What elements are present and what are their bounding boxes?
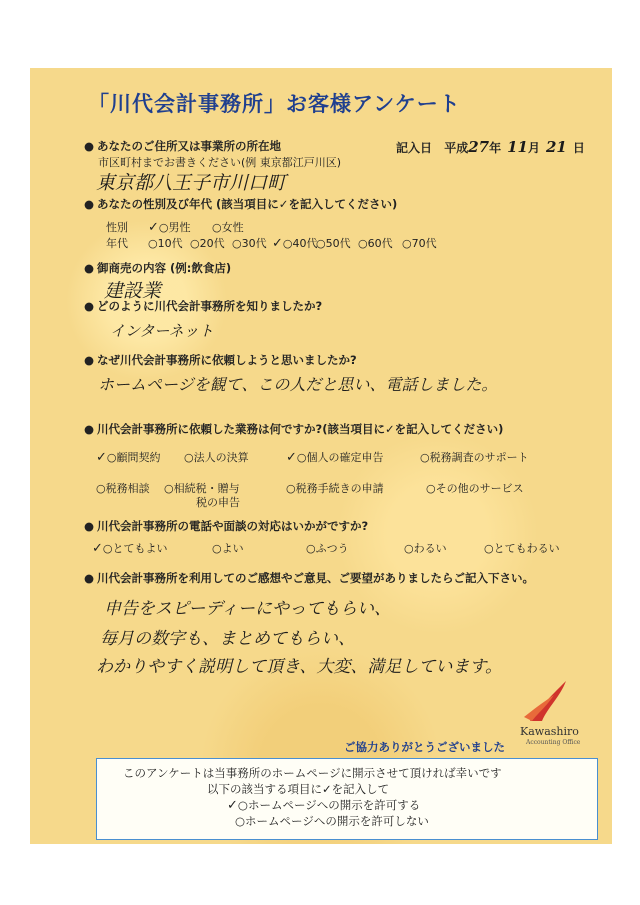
- age-40-label: 40代: [292, 237, 318, 250]
- consent-allow-label: ホームページへの開示を許可する: [247, 798, 421, 812]
- survey-title: 「川代会計事務所」お客様アンケート: [88, 92, 461, 116]
- checkmark-icon: ✓: [227, 798, 238, 813]
- rating-very-good-label: とてもよい: [112, 542, 168, 555]
- consent-line-1: このアンケートは当事務所のホームページに開示させて頂ければ幸いです: [123, 766, 502, 780]
- age-option-60[interactable]: ○60代: [358, 237, 393, 250]
- service-advisory-option[interactable]: ✓○顧問契約: [96, 450, 161, 465]
- age-option-40[interactable]: ✓○40代: [272, 236, 318, 251]
- age-option-50[interactable]: ○50代: [316, 237, 351, 250]
- rating-good-option[interactable]: ○よい: [212, 542, 244, 555]
- age-label: 年代: [106, 237, 128, 250]
- consent-deny-label: ホームページへの開示を許可しない: [245, 814, 429, 828]
- q8-question: ● 川代会計事務所を利用してのご感想やご意見、ご要望がありましたらご記入下さい。: [84, 570, 534, 586]
- date-era: 平成: [444, 141, 469, 155]
- q2-question: ● あなたの性別及び年代 (該当項目に✓を記入してください): [84, 196, 397, 212]
- service-consult-label: 税務相談: [105, 482, 150, 495]
- checkmark-icon: ✓: [148, 220, 159, 235]
- q3-question: ● 御商売の内容 (例:飲食店): [84, 260, 231, 276]
- flame-icon: [520, 677, 570, 725]
- kawashiro-logo: [520, 677, 570, 729]
- q4-question: ● どのように川代会計事務所を知りましたか?: [84, 298, 322, 314]
- date-year-unit: 年: [489, 141, 502, 155]
- q4-answer: インターネット: [110, 322, 214, 340]
- rating-neutral-option[interactable]: ○ふつう: [306, 542, 349, 555]
- date-label: 記入日: [396, 141, 433, 155]
- date-month: 11: [507, 138, 528, 156]
- gender-female-option[interactable]: ○女性: [212, 221, 244, 234]
- service-procedure-option[interactable]: ○税務手続きの申請: [286, 482, 384, 495]
- age-option-70[interactable]: ○70代: [402, 237, 437, 250]
- q5-question: ● なぜ川代会計事務所に依頼しようと思いましたか?: [84, 352, 357, 368]
- date-day: 21: [546, 138, 567, 156]
- rating-good-label: よい: [221, 542, 244, 555]
- checkmark-icon: ✓: [96, 450, 107, 465]
- age-20-label: 20代: [199, 237, 225, 250]
- service-inheritance-label: 相続税・贈与: [173, 482, 240, 495]
- q6-question: ● 川代会計事務所に依頼した業務は何ですか?(該当項目に✓を記入してください): [84, 421, 503, 437]
- service-advisory-label: 顧問契約: [116, 451, 161, 464]
- age-10-label: 10代: [157, 237, 183, 250]
- service-procedure-label: 税務手続きの申請: [295, 482, 384, 495]
- checkmark-icon: ✓: [286, 450, 297, 465]
- date-day-unit: 日: [572, 141, 585, 155]
- service-audit-label: 税務調査のサポート: [429, 451, 529, 464]
- thanks-message: ご協力ありがとうございました: [344, 740, 505, 754]
- rating-bad-label: わるい: [413, 542, 447, 555]
- q3-answer: 建設業: [104, 280, 162, 302]
- service-other-label: その他のサービス: [435, 482, 524, 495]
- q5-answer: ホームページを観て、この人だと思い、電話しました。: [98, 375, 498, 394]
- rating-very-bad-option[interactable]: ○とてもわるい: [484, 542, 560, 555]
- service-corporate-label: 法人の決算: [193, 451, 249, 464]
- age-30-label: 30代: [241, 237, 267, 250]
- service-consult-option[interactable]: ○税務相談: [96, 482, 150, 495]
- q8-answer-line-3: わかりやすく説明して頂き、大変、満足しています。: [96, 657, 502, 677]
- q8-answer-line-2: 毎月の数字も、まとめてもらい、: [100, 629, 355, 649]
- service-inheritance-option[interactable]: ○相続税・贈与: [164, 482, 240, 495]
- age-option-30[interactable]: ○30代: [232, 237, 267, 250]
- consent-line-2: 以下の該当する項目に✓を記入して: [207, 782, 390, 796]
- q8-answer-line-1: 申告をスピーディーにやってもらい、: [104, 599, 391, 619]
- gender-male-option[interactable]: ✓○男性: [148, 220, 191, 235]
- service-audit-option[interactable]: ○税務調査のサポート: [420, 451, 529, 464]
- service-other-option[interactable]: ○その他のサービス: [426, 482, 524, 495]
- age-60-label: 60代: [367, 237, 393, 250]
- checkmark-icon: ✓: [92, 541, 103, 556]
- rating-bad-option[interactable]: ○わるい: [404, 542, 447, 555]
- service-personal-option[interactable]: ✓○個人の確定申告: [286, 450, 384, 465]
- date-field: [396, 138, 585, 156]
- rating-very-bad-label: とてもわるい: [493, 542, 560, 555]
- q1-question: ● あなたのご住所又は事業所の所在地: [84, 138, 281, 154]
- consent-allow-option[interactable]: ✓○ホームページへの開示を許可する: [227, 798, 421, 813]
- gender-male-label: 男性: [168, 221, 191, 234]
- age-50-label: 50代: [325, 237, 351, 250]
- checkmark-icon: ✓: [272, 236, 283, 251]
- service-personal-label: 個人の確定申告: [306, 451, 384, 464]
- age-70-label: 70代: [411, 237, 437, 250]
- age-option-20[interactable]: ○20代: [190, 237, 225, 250]
- age-option-10[interactable]: ○10代: [148, 237, 183, 250]
- q1-answer: 東京都八王子市川口町: [96, 172, 287, 194]
- consent-deny-option[interactable]: ○ホームページへの開示を許可しない: [235, 814, 429, 828]
- q1-instruction: 市区町村までお書きください(例 東京都江戸川区): [98, 156, 342, 169]
- date-month-unit: 月: [527, 141, 540, 155]
- rating-neutral-label: ふつう: [315, 542, 349, 555]
- rating-very-good-option[interactable]: ✓○とてもよい: [92, 541, 168, 556]
- logo-sub: Accounting Office: [526, 739, 581, 746]
- date-year: 27: [468, 138, 490, 156]
- service-corporate-option[interactable]: ○法人の決算: [184, 451, 249, 464]
- q7-question: ● 川代会計事務所の電話や面談の対応はいかがですか?: [84, 518, 368, 534]
- logo-name: Kawashiro: [520, 725, 579, 738]
- service-inheritance-label-2: 税の申告: [196, 496, 240, 509]
- publication-consent-box: [96, 758, 598, 840]
- gender-label: 性別: [106, 221, 128, 234]
- gender-female-label: 女性: [221, 221, 244, 234]
